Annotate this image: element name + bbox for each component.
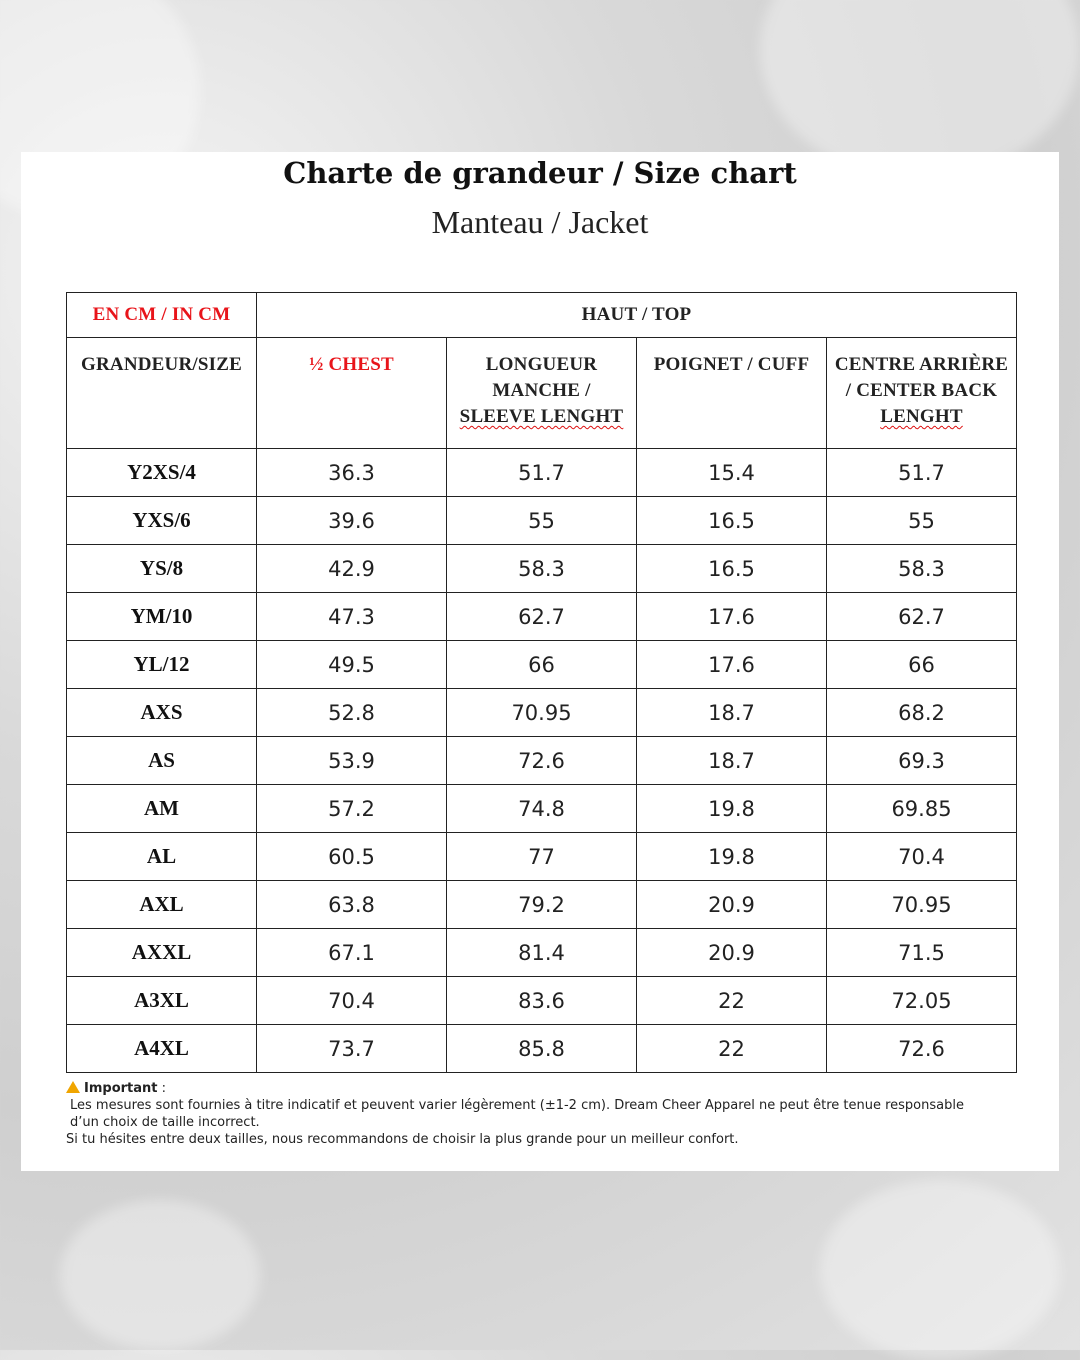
note-line-1: Les mesures sont fournies à titre indicatif et peuvent varier légèrement (±1-2 cm). Dream Cheer Apparel ne peut être tenue responsable d’un choix de taille incorrect. (70, 1098, 964, 1130)
table-row (67, 1025, 1017, 1073)
col-header-sleeve-line: MANCHE / (492, 380, 591, 401)
cell-cuff: 19.8 (637, 833, 827, 881)
cell-sleeve: 62.7 (447, 593, 637, 641)
cell-size: AXXL (67, 929, 257, 977)
cell-back: 62.7 (827, 593, 1017, 641)
cell-back: 72.6 (827, 1025, 1017, 1073)
cell-cuff: 15.4 (637, 449, 827, 497)
cell-size: AM (67, 785, 257, 833)
cell-chest: 63.8 (257, 881, 447, 929)
cell-cuff: 20.9 (637, 881, 827, 929)
cell-chest: 39.6 (257, 497, 447, 545)
background-bokeh (60, 1200, 260, 1350)
cell-size: AXS (67, 689, 257, 737)
table-header-row (67, 293, 1017, 338)
cell-size: YS/8 (67, 545, 257, 593)
cell-size: A4XL (67, 1025, 257, 1073)
important-note (66, 1080, 996, 1148)
unit-label: EN CM / IN CM (67, 293, 257, 338)
cell-cuff: 17.6 (637, 641, 827, 689)
cell-back: 69.3 (827, 737, 1017, 785)
note-line-2: Si tu hésites entre deux tailles, nous recommandons de choisir la plus grande pour un meilleur confort. (66, 1132, 739, 1147)
cell-sleeve: 55 (447, 497, 637, 545)
col-header-cuff: POIGNET / CUFF (637, 338, 827, 449)
cell-back: 72.05 (827, 977, 1017, 1025)
cell-sleeve: 81.4 (447, 929, 637, 977)
cell-sleeve: 85.8 (447, 1025, 637, 1073)
table-row (67, 689, 1017, 737)
table-row (67, 449, 1017, 497)
col-header-sleeve-text: SLEEVE LENGHT (459, 406, 624, 427)
table-row (67, 785, 1017, 833)
table-row (67, 881, 1017, 929)
warning-icon (66, 1081, 80, 1093)
cell-cuff: 16.5 (637, 497, 827, 545)
cell-chest: 52.8 (257, 689, 447, 737)
col-header-sleeve-line: LONGUEUR (485, 354, 598, 375)
cell-cuff: 20.9 (637, 929, 827, 977)
table-row (67, 833, 1017, 881)
col-header-sleeve-line (447, 404, 636, 430)
note-label: Important (84, 1081, 158, 1096)
col-header-back (827, 338, 1017, 449)
col-header-back-line: / CENTER BACK (845, 380, 998, 401)
cell-sleeve: 79.2 (447, 881, 637, 929)
cell-size: YXS/6 (67, 497, 257, 545)
group-header: HAUT / TOP (257, 293, 1017, 338)
note-colon: : (157, 1081, 167, 1096)
cell-chest: 36.3 (257, 449, 447, 497)
cell-cuff: 17.6 (637, 593, 827, 641)
cell-back: 58.3 (827, 545, 1017, 593)
cell-cuff: 18.7 (637, 689, 827, 737)
cell-chest: 57.2 (257, 785, 447, 833)
cell-back: 68.2 (827, 689, 1017, 737)
cell-back: 71.5 (827, 929, 1017, 977)
cell-size: A3XL (67, 977, 257, 1025)
column-header-row (67, 338, 1017, 449)
col-header-size: GRANDEUR/SIZE (67, 338, 257, 449)
col-header-sleeve (447, 338, 637, 449)
cell-size: AXL (67, 881, 257, 929)
cell-back: 70.95 (827, 881, 1017, 929)
table-row (67, 737, 1017, 785)
cell-chest: 47.3 (257, 593, 447, 641)
cell-cuff: 19.8 (637, 785, 827, 833)
cell-back: 66 (827, 641, 1017, 689)
cell-back: 70.4 (827, 833, 1017, 881)
cell-sleeve: 58.3 (447, 545, 637, 593)
cell-sleeve: 51.7 (447, 449, 637, 497)
size-table (66, 292, 1017, 1073)
table-row (67, 929, 1017, 977)
note-heading (66, 1080, 996, 1097)
col-header-back-line (827, 404, 1016, 430)
table-row (67, 977, 1017, 1025)
cell-size: AS (67, 737, 257, 785)
table-row (67, 497, 1017, 545)
cell-sleeve: 77 (447, 833, 637, 881)
col-header-chest: ½ CHEST (257, 338, 447, 449)
background-bokeh (820, 1180, 1060, 1360)
cell-cuff: 18.7 (637, 737, 827, 785)
size-chart-card (21, 152, 1059, 1171)
cell-size: YL/12 (67, 641, 257, 689)
cell-back: 51.7 (827, 449, 1017, 497)
cell-back: 55 (827, 497, 1017, 545)
table-row (67, 545, 1017, 593)
cell-size: AL (67, 833, 257, 881)
cell-chest: 53.9 (257, 737, 447, 785)
cell-sleeve: 70.95 (447, 689, 637, 737)
page-title: Charte de grandeur / Size chart (283, 156, 797, 190)
cell-sleeve: 66 (447, 641, 637, 689)
cell-cuff: 22 (637, 1025, 827, 1073)
cell-chest: 42.9 (257, 545, 447, 593)
cell-chest: 49.5 (257, 641, 447, 689)
cell-size: Y2XS/4 (67, 449, 257, 497)
cell-back: 69.85 (827, 785, 1017, 833)
cell-sleeve: 72.6 (447, 737, 637, 785)
cell-sleeve: 83.6 (447, 977, 637, 1025)
cell-chest: 67.1 (257, 929, 447, 977)
col-header-back-line: CENTRE ARRIÈRE (834, 354, 1009, 375)
page-subtitle: Manteau / Jacket (431, 204, 649, 240)
table-row (67, 641, 1017, 689)
cell-cuff: 16.5 (637, 545, 827, 593)
col-header-back-text: LENGHT (880, 406, 963, 427)
cell-chest: 73.7 (257, 1025, 447, 1073)
cell-size: YM/10 (67, 593, 257, 641)
table-row (67, 593, 1017, 641)
table-body (67, 449, 1017, 1073)
cell-chest: 60.5 (257, 833, 447, 881)
cell-chest: 70.4 (257, 977, 447, 1025)
cell-sleeve: 74.8 (447, 785, 637, 833)
cell-cuff: 22 (637, 977, 827, 1025)
